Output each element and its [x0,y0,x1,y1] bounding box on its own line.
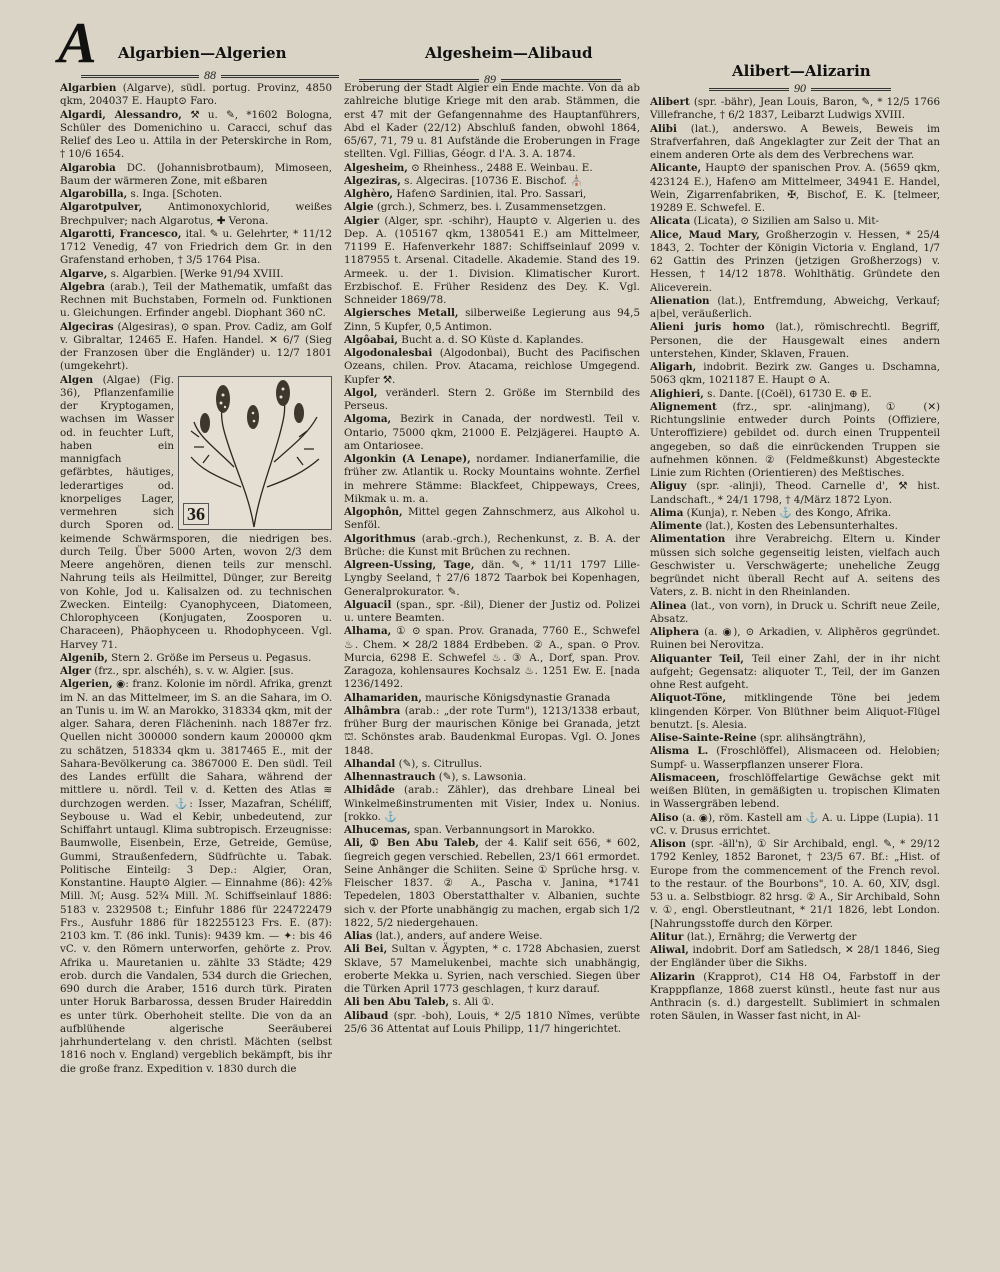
entry-text: Stern 2. Größe im Perseus u. Pegasus. [111,651,312,664]
dictionary-entry [344,758,640,771]
entry-headword: Ali Bei, [344,943,388,956]
entry-text: (Algarve), südl. portug. Provinz, 4850 qkm, 204037 E. Haupt⊙ Faro. [60,82,332,108]
entry-headword: Alibaud [344,1009,389,1022]
dictionary-entry [344,82,640,162]
entry-headword: Alise-Sainte-Reine [650,732,757,744]
entry-headword: Aliphera [650,626,700,638]
entry-text: (✎), s. Lawsonia. [438,771,527,783]
dictionary-entry [650,361,940,388]
dictionary-entry [650,123,940,163]
dictionary-entry [60,162,332,189]
figure-number: 36 [183,503,209,525]
entry-headword: Algophôn, [344,506,403,518]
entry-text: ⊙ Rheinhess., 2488 E. Weinbau. E. [411,161,593,174]
entry-text: (a. ◉), röm. Kastell am ⚓ A. u. Lippe (Lupia). 11 vC. v. Drusus errichtet. [650,811,940,837]
entry-text: (spr. -alinji), Theod. Carnelle d', ⚒ hist. Landschaft., * 24/1 1798, † 4/März 1872 Lyon. [650,480,940,506]
entry-text: (lat., von vorn), in Druck u. Schrift neue Zeile, Absatz. [650,599,940,625]
dictionary-entry [60,228,332,268]
dictionary-entry [60,268,332,281]
dictionary-entry [60,374,332,652]
entry-text: (lat.), anderswo. A Beweis, Beweis im Strafverfahren, daß Angeklagter zur Zeit der That an einem anderen Orte als dem des Verbrechens war. [650,122,940,161]
dictionary-entry [650,692,940,732]
entry-headword: Aligarh, [650,361,697,373]
entry-text: (Krapprot), C14 H8 O4, Farbstoff in der Krapppflanze, 1868 zuerst künstl., heute fast nur aus Anthracin (s. d.) dargestellt. Sublimiert in schmalen roten Säulen, in Wasser fast nicht, in Al- [650,970,940,1023]
entry-headword: Algie [344,201,374,214]
entry-headword: Alghèro, [344,188,394,200]
entry-text: nordamer. Indianerfamilie, die früher zw. Atlantik u. Rocky Mountains wohnte. Zerfiel in mehrere Stämme: Blackfeet, Chippeways, Crees, Mikmak u. m. a. [344,453,640,505]
left-running-head: Algarbien—Algerien [118,44,287,62]
entry-text: Großherzogin v. Hessen, * 25/4 1843, 2. Tochter der Königin Victoria v. England, 1/7 62 Gattin des Prinzen (jetzigen Großherzogs) v. Hessen, † 14/12 1878. Wohlthätig. Gründete den Aliceverein. [650,228,940,294]
dictionary-entry [344,837,640,930]
entry-headword: Alhâmbra [344,704,401,717]
entry-text: (lat.), Ernährg; die Verwertg der [686,930,857,943]
entry-text: span. Verbannungsort in Marokko. [413,824,596,836]
entry-text: (Algodonbai), Bucht des Pacifischen Ozeans, chilen. Prov. Atacama, reichlose Umgegend. Kupfer ⚒. [344,347,640,386]
entry-text: s. Ali ①. [452,996,494,1009]
dictionary-entry [344,824,640,837]
entry-headword: Algesheim, [344,161,408,174]
entry-text: ① ⊙ span. Prov. Granada, 7760 E., Schwefel ♨. Chem. ✕ 28/2 1884 Erdbeben. ② A., span. ⊙ Prov. Murcia, 6298 E. Schwefel ♨. ③ A., Dorf, span. Prov. Zaragoza, kohlensaures Kochsalz ♨. 1251 Ew. E. [nada 1236/1492. [344,625,640,691]
dictionary-entry [650,772,940,812]
dictionary-entry [650,215,940,228]
entry-headword: Aliquot-Töne, [650,692,727,705]
entry-headword: Algiersches Metall, [344,307,459,320]
page-number-right: 90 [640,81,960,96]
entry-text: (spr. alihsängträhn), [759,732,866,744]
entry-headword: Algarobilla, [60,188,128,200]
dictionary-entry [60,665,332,678]
entry-headword: Alimente [650,520,703,532]
dictionary-entry [60,188,332,201]
entry-headword: Algardi, Alessandro, [60,108,182,121]
dictionary-entry [650,401,940,481]
dictionary-entry [650,838,940,931]
dictionary-entry [344,162,640,175]
entry-text: Hafen⊙ Sardinien, ital. Pro. Sassari, [396,188,587,200]
dictionary-entry [60,201,332,228]
center-running-head: Algesheim—Alibaud [425,44,593,62]
dictionary-entry [344,771,640,784]
entry-headword: Aliguy [650,480,687,493]
entry-text: (Alger, spr. -schihr), Haupt⊙ v. Algerien u. des Dep. A. (105167 qkm, 1380541 E.) am Mittelmeer, 71199 E. Hafenverkehr 1887: Schiffseinlauf 2099 v. 1187955 t. Arsenal. Citadelle. Akademie. Stand des 19. Armeek. u. der 1. Division. Klimatischer Kurort. Erzbischof. E. Früher Residenz des Dey. K. Vgl. Schneider 1869/78. [344,214,640,306]
entry-headword: Aliwal, [650,944,689,956]
dictionary-entry [344,996,640,1009]
dictionary-entry [344,413,640,453]
entry-headword: Alhucemas, [344,824,411,836]
entry-headword: Alger [60,665,92,677]
entry-text: Teil einer Zahl, der in ihr nicht aufgeht; Gegensatz: aliquoter T., Teil, der im Ganzen ohne Rest aufgeht. [650,652,940,691]
dictionary-entry [344,599,640,626]
dictionary-entry [650,812,940,839]
entry-headword: Ali ben Abu Taleb, [344,996,450,1009]
entry-headword: Alias [344,930,373,942]
dictionary-entry [650,480,940,507]
entry-text: indobrit. Bezirk zw. Ganges u. Dschamna, 5063 qkm, 1021187 E. Haupt ⊙ A. [650,361,940,387]
entry-headword: Algoma, [344,413,392,426]
right-running-head: Alibert—Alizarin [732,62,871,80]
entry-headword: Alhandal [344,757,396,770]
entry-headword: Alismaceen, [650,771,720,784]
entry-headword: Algôabai, [344,333,399,346]
entry-headword: Alisma L. [650,745,709,758]
dictionary-entry [650,745,940,772]
entry-text: Mittel gegen Zahnschmerz, aus Alkohol u. Senföl. [344,506,640,532]
entry-text: (spr. -bähr), Jean Louis, Baron, ✎, * 12/5 1766 Villefranche, † 6/2 1837, Leibarzt Ludwigs XVIII. [650,96,940,122]
entry-text: ⚒ u. ✎, *1602 Bologna, Schüler des Domenichino u. Caracci, schuf das Relief des Leo u. Attila in der Peterskirche in Rom, † 10/6 1654. [60,108,332,161]
entry-text: (spr. -boh), Louis, * 2/5 1810 Nîmes, verübte 25/6 36 Attentat auf Louis Philipp, 11/7 hingerichtet. [344,1009,640,1035]
entry-text: silberweiße Legierung aus 94,5 Zinn, 5 Kupfer, 0,5 Antimon. [344,307,640,333]
entry-text: Bucht a. d. SO Küste d. Kaplandes. [401,333,584,346]
entry-text: Eroberung der Stadt Algier ein Ende machte. Von da ab zahlreiche blutige Kriege mit den arab. Stämmen, die erst 47 mit der Gefangennahme des Hauptanführers, Abd el Kader (22/12) Abschluß fanden, obwohl 1864, 65/67, 71, 79 u. 81 Aufstände die Eroberungen in Frage stellten. Vgl. Fillias, Géogr. d l'A. 3. A. 1874. [344,82,640,161]
entry-headword: Algarobia [60,161,116,174]
dictionary-entry [60,678,332,1076]
dictionary-entry [344,201,640,214]
column-center [344,82,640,1258]
dictionary-entry [344,506,640,533]
entry-headword: Algarve, [60,267,108,280]
entry-text: s. Algarbien. [Werke 91/94 XVIII. [110,267,284,280]
dictionary-entry [344,533,640,560]
entry-text: DC. (Johannisbrotbaum), Mimoseen, Baum der wärmeren Zone, mit eßbaren [60,161,332,187]
page-number-center: 89 [340,72,640,87]
entry-headword: Algebra [60,280,105,293]
dictionary-entry [650,295,940,322]
entry-headword: Alhidâde [344,784,395,797]
dictionary-entry [60,281,332,321]
entry-headword: Algodonalesbai [344,347,433,359]
dictionary-entry [344,784,640,824]
entry-text: ital. ✎ u. Gelehrter, * 11/12 1712 Venedig, 47 von Friedrich dem Gr. in den Grafenstand erhoben, † 3/5 1764 Pisa. [60,227,332,267]
entry-headword: Alibi [650,122,677,135]
dictionary-entry [60,109,332,162]
dictionary-entry [650,600,940,627]
entry-text: (frz., spr. alschéh), s. v. w. Algier. [sus. [94,665,294,677]
entry-headword: Alicante, [650,162,702,175]
entry-headword: Alinea [650,599,687,612]
entry-headword: Alison [650,838,686,850]
entry-headword: Aliquanter Teil, [650,652,744,665]
dictionary-entry [344,930,640,943]
entry-text: (✎), s. Citrullus. [398,757,483,770]
entry-headword: Algonkin (A Lenape), [344,453,471,465]
dictionary-entry [650,931,940,944]
entry-text: s. Dante. [(Coël), 61730 E. ⊕ E. [707,387,872,400]
entry-text: (lat.), Kosten des Lebensunterhaltes. [705,520,898,532]
entry-headword: Algeciras [60,320,114,333]
dictionary-entry [650,321,940,361]
entry-text: veränderl. Stern 2. Größe im Sternbild des Perseus. [344,386,640,412]
entry-text: der 4. Kalif seit 656, * 602, ſiegreich gegen verschied. Rebellen, 23/1 661 ermordet. Seine Anhänger die Schiiten. Seine ① Sprüche hrsg. v. Fleischer 1837. ② A., Pascha v. Janina, *1741 Tepedelen, 1803 Oberstatthalter v. Albanien, suchte sich v. der Pforte unabhängig zu machen, ergab sich 1/2 1822, 5/2 niedergehauen. [344,837,640,929]
dictionary-entry [344,175,640,188]
entry-headword: Algarotti, Francesco, [60,227,182,240]
dictionary-entry [60,82,332,109]
dictionary-entry [344,387,640,414]
entry-headword: Alienation [650,294,710,307]
dictionary-entry [650,732,940,745]
entry-text: (Algae) (Fig. 36), Pflanzenfamilie der Kryptogamen, wachsen im Wasser od. in feuchter Luft, haben ein mannigfach gefärbtes, häutiges, lederartiges od. knorpeliges Lager, vermehren sich durch Sporen od. keimende Schwärmsporen, die niedrigen bes. durch Teilg. Über 5000 Arten, wovon 2/3 dem Meere angehören, dienen teils zur menschl. Nahrung teils als Heilmittel, Dünger, zur Bereitg von Kohle, Jod u. Kalisalzen od. zu technischen Zwecken. Einteilg: Cyanophyceen, Diatomeen, Chlorophyceen (Konjugaten, Zoosporen u. Characeen), Phäophyceen u. Rhodophyceen. Vgl. Harvey 71. [60,373,332,651]
entry-text: Haupt⊙ der spanischen Prov. A. (5659 qkm, 423124 E.), Hafen⊙ am Mittelmeer, 34941 E. Handel, Wein, Zigarrenfabriken, ✠, Bischof, E. K. [telmeer, 19289 E. Schwefel. E. [650,162,940,214]
dictionary-entry [344,188,640,201]
dictionary-entry [650,507,940,520]
entry-text: Sultan v. Ägypten, * c. 1728 Abchasien, zuerst Sklave, 57 Mamelukenbei, machte sich unabhängig, eroberte Mekka u. Syrien, nach verschied. Siegen über die Türken April 1773 geschlagen, † kurz darauf. [344,943,640,995]
dictionary-entry [344,705,640,758]
entry-headword: Alicata [650,215,691,228]
entry-text: (lat.), anders, auf andere Weise. [375,930,543,942]
dictionary-entry [650,533,940,599]
entry-headword: Algeziras, [344,174,401,187]
entry-headword: Alibert [650,96,690,108]
entry-headword: Algarotpulver, [60,201,143,214]
entry-headword: Alieni juris homo [650,321,765,334]
dictionary-entry [650,971,940,1024]
algae-figure [178,376,332,530]
dictionary-entry [344,453,640,506]
entry-headword: Algen [60,373,94,386]
entry-text: (spr. -äll'n), ① Sir Archibald, engl. ✎, * 29/12 1792 Kenley, 1852 Baronet, † 23/5 67. Bf.: „Hist. of Europe from the commencement of the French revol. to the restaur. of the Bourbons", 10. A. 60, XIV, dsgl. 53 u. a. Selbstbiogr. 82 hrsg. ② A., Sir Archibald, Sohn v. ①, engl. Oberstleutnant, * 21/1 1826, lebt London. [Nahrungsstoffe durch den Körper. [650,838,940,930]
entry-text: s. Inga. [Schoten. [130,188,223,200]
entry-text: (frz., spr. -alinjmang), ① (✕) Richtungslinie entweder durch Points (Offiziere, Unteroffiziere) gebildet od. durch einen Truppenteil angegeben, so daß die einrückenden Truppen sie aufnehmen können. ② (Feldmeßkunst) Abgesteckte Linie zum Richten (Orientieren) des Meßtisches. [650,400,940,479]
dictionary-entry [650,626,940,653]
entry-headword: Algorithmus [344,532,416,545]
entry-headword: Alhamariden, [344,691,422,704]
page-number-left: 88 [60,68,360,83]
entry-text: indobrit. Dorf am Satledsch, ✕ 28/1 1846, Sieg der Engländer über die Sikhs. [650,944,940,970]
entry-text: froschlöffelartige Gewächse gekt mit weißen Blüten, in gemäßigten u. tropischen Klimaten in Wassergräben lebend. [650,771,940,811]
dictionary-entry [344,1010,640,1037]
entry-headword: Alizarin [650,970,696,983]
dictionary-entry [60,321,332,374]
entry-text: (lat.), römischrechtl. Begriff, Personen, die der Hausgewalt eines andern unterstehen, Kinder, Sklaven, Frauen. [650,321,940,360]
entry-headword: Algenib, [60,651,108,664]
dictionary-entry [650,520,940,533]
column-right [650,96,940,1272]
entry-headword: Ali, ① Ben Abu Taleb, [344,837,479,850]
entry-text: (a. ◉), ⊙ Arkadien, v. Aliphēros gegründet. Ruinen bei Nerovitza. [650,626,940,652]
entry-headword: Algreen-Ussing, Tage, [344,559,475,571]
dictionary-entry [344,215,640,308]
entry-text: maurische Königsdynastie Granada [425,691,611,704]
dictionary-entry [650,96,940,123]
entry-text: Antimonoxychlorid, weißes Brechpulver; nach Algarotus, ✚ Verona. [60,201,332,227]
dictionary-entry [650,162,940,215]
entry-headword: Algier [344,214,379,227]
entry-headword: Alhennastrauch [344,771,436,783]
entry-text: (Licata), ⊙ Sizilien am Salso u. Mit- [693,215,879,228]
entry-text: (grch.), Schmerz, bes. i. Zusammensetzgen. [376,201,607,214]
section-letter: A [58,10,97,75]
entry-text: ihre Verabreichg. Eltern u. Kinder müssen sich solche gegenseitig leisten, vielfach auch Geschwister u. Verschwägerte; uneheliche Zeugg begründet nicht überall Recht auf A. seitens des Vaters, z. B. nicht in den Rheinlanden. [650,533,940,599]
entry-headword: Alignement [650,400,717,413]
dictionary-entry [344,625,640,691]
dictionary-entry [344,559,640,599]
entry-text: Bezirk in Canada, der nordwestl. Teil v. Ontario, 75000 qkm, 21000 E. Pelzjägerei. Haupt⊙ A. am Ontariosee. [344,413,640,452]
entry-headword: Alhama, [344,625,392,638]
entry-text: ◉: franz. Kolonie im nördl. Afrika, grenzt im N. an das Mittelmeer, im S. an die Sahara, im O. an Tunis u. im W. an Marokko, 318334 qkm, mit der alger. Sahara, deren Flächeninh. nach 1887er frz. Quellen nicht 300000 sondern kaum 200000 qkm zu schätzen, 518334 qkm u. 3817465 E., mit der Sahara-Bevölkerung ca. 3867000 E. Den südl. Teil des Landes erfüllt die Sahara, während der mittlere u. nördl. Teil v. d. Ketten des Atlas ≋ durchzogen werden. ⚓: Isser, Mazafran, Schéliff, Seybouse u. Wad el Kebir, unbedeutend, zur Schiffahrt untaugl. Klima subtropisch. Erzeugnisse: Baumwolle, Eisenbein, Erze, Getreide, Gemüse, Gummi, Straußenfedern, Südfrüchte u. Tabak. Politische Einteilg: 3 Dep.: Algier, Oran, Konstantine. Haupt⊙ Algier. — Einnahme (86): 42⅝ Mill. ℳ; Ausg. 52¾ Mill. ℳ. Schiffseinlauf 1886: 5183 v. 2329508 t.; Einfuhr 1886 für 224722479 Frs., Ausfuhr 1886 für 182255123 Frs. E. (87): 2103 km. T. (86 inkl. Tunis): 9439 km. — ✦: bis 46 vC. v. den Römern unterworfen, gehörte z. Prov. Afrika u. Mauretanien u. zählte 33 Städte; 429 erob. durch die Vandalen, 534 durch die Griechen, 690 durch die Araber, 1516 durch türk. Piraten unter Horuk Barbarossa, dessen Bruder Haireddin es unter türk. Oberhoheit stellte. Die von da an aufblühende algerische Seeräuberei jahrhundertelang v. den christl. Mächten (selbst 1816 noch v. England) vergeblich bekämpft, bis ihr die große franz. Expedition v. 1830 durch die [60,678,332,1075]
entry-text: mitklingende Töne bei jedem klingenden Körper. Von Blüthner beim Aliquot-Flügel benutzt. [s. Alesia. [650,692,940,731]
entry-text: (arab.-grch.), Rechenkunst, z. B. A. der Brüche: die Kunst mit Brüchen zu rechnen. [344,532,640,558]
entry-headword: Algol, [344,386,378,399]
dictionary-entry [650,653,940,693]
entry-headword: Alimentation [650,533,726,546]
entry-text: (Froschlöffel), Alismaceen od. Helobien; Sumpf- u. Wasserpflanzen unserer Flora. [650,745,940,771]
dictionary-entry [344,307,640,334]
dictionary-entry [344,692,640,705]
entry-headword: Alitur [650,930,684,943]
entry-headword: Aliso [650,811,679,824]
entry-text: (arab.: „der rote Turm"), 1213/1338 erbaut, früher Burg der maurischen Könige bei Granada, jetzt ⛫. Schönstes arab. Baudenkmal Europas. Vgl. O. Jones 1848. [344,704,640,757]
entry-headword: Alguacil [344,598,392,611]
dictionary-entry [344,334,640,347]
dictionary-entry [344,347,640,387]
entry-text: dän. ✎, * 11/11 1797 Lille-Lyngby Seeland, † 27/6 1872 Taarbok bei Kopenhagen, Generalprokurator. ✎. [344,559,640,598]
entry-headword: Alima [650,506,684,519]
dictionary-entry [344,943,640,996]
column-left [60,82,332,1258]
dictionary-entry [650,388,940,401]
entry-text: (Kunja), r. Neben ⚓ des Kongo, Afrika. [686,506,892,519]
entry-headword: Algarbien [60,82,117,94]
entry-text: (arab.: Zähler), das drehbare Lineal bei Winkelmeßinstrumenten mit Visier, Index u. Nonius. [rokko. ⚓ [344,784,640,823]
entry-headword: Algerien, [60,678,113,691]
dictionary-entry [60,652,332,665]
entry-text: s. Algeciras. [10736 E. Bischof. ⛪ [404,174,584,187]
entry-headword: Alice, Maud Mary, [650,228,760,241]
entry-headword: Alighieri, [650,387,704,400]
entry-text: (Algesiras), ⊙ span. Prov. Cadiz, am Golf v. Gibraltar, 12465 E. Hafen. Handel. ✕ 6/7 (Sieg der Franzosen über die Engländer) u. 12/7 1801 (umgekehrt). [60,320,332,373]
entry-text: (lat.), Entfremdung, Abweichg, Verkauf; a|bel, veräußerlich. [650,294,940,320]
dictionary-entry [650,229,940,295]
entry-text: (arab.), Teil der Mathematik, umfaßt das Rechnen mit Buchstaben, Formeln od. Funktionen u. Gleichungen. Erfinder angebl. Diophant 360 nC. [60,280,332,320]
entry-text: (span., spr. -ßil), Diener der Justiz od. Polizei u. untere Beamten. [344,598,640,624]
dictionary-entry [650,944,940,971]
